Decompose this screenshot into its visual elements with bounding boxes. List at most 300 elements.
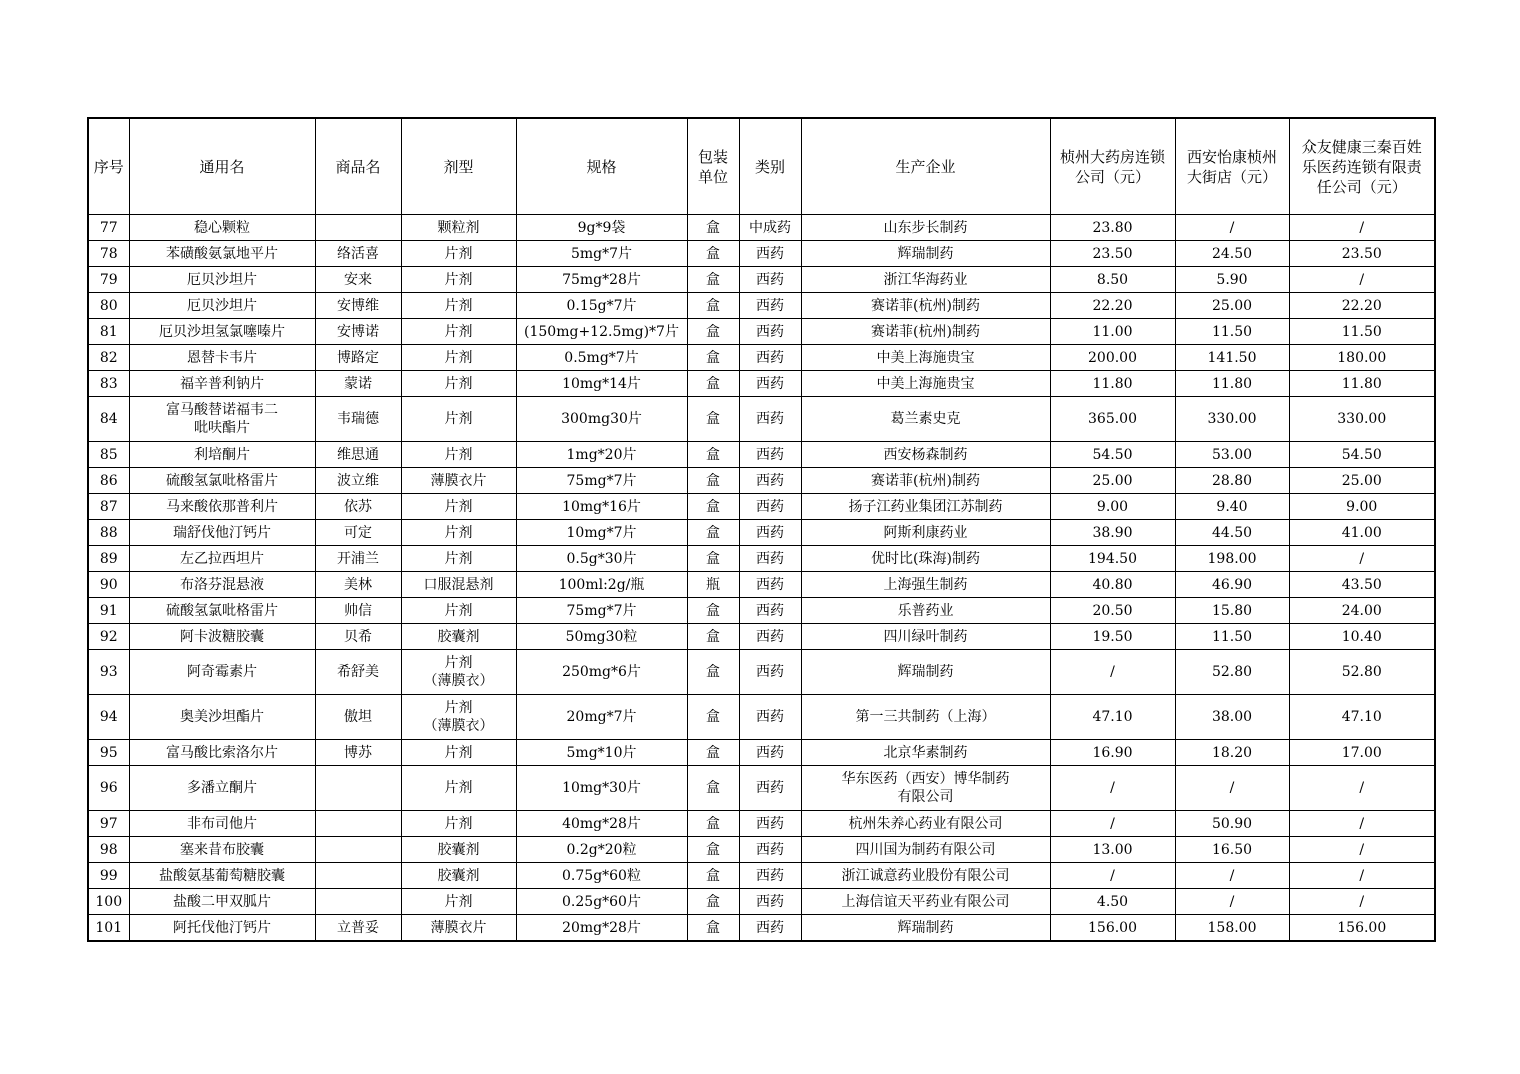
cell-price-zhongyou: 47.10	[1289, 695, 1435, 740]
cell-category: 西药	[739, 624, 801, 650]
cell-brand-name: 博苏	[315, 740, 401, 766]
table-row	[88, 520, 1435, 546]
cell-generic-name: 富马酸比索洛尔片	[129, 740, 315, 766]
cell-dosage-form: 片剂	[401, 241, 516, 267]
cell-generic-name: 奥美沙坦酯片	[129, 695, 315, 740]
table-row	[88, 811, 1435, 837]
cell-manufacturer: 浙江华海药业	[801, 267, 1050, 293]
cell-brand-name: 安来	[315, 267, 401, 293]
cell-price-yikang: 18.20	[1175, 740, 1289, 766]
cell-brand-name: 波立维	[315, 468, 401, 494]
cell-index: 87	[88, 494, 129, 520]
cell-manufacturer: 赛诺菲(杭州)制药	[801, 468, 1050, 494]
cell-price-zhenzhou-pharmacy: 19.50	[1050, 624, 1175, 650]
header-row	[88, 118, 1435, 215]
cell-price-zhongyou: 25.00	[1289, 468, 1435, 494]
cell-generic-name: 厄贝沙坦片	[129, 293, 315, 319]
cell-specification: 10mg*30片	[516, 766, 687, 811]
cell-generic-name: 塞来昔布胶囊	[129, 837, 315, 863]
cell-specification: 250mg*6片	[516, 650, 687, 695]
cell-specification: 0.25g*60片	[516, 889, 687, 915]
cell-manufacturer: 阿斯利康药业	[801, 520, 1050, 546]
cell-manufacturer: 上海强生制药	[801, 572, 1050, 598]
cell-brand-name: 韦瑞德	[315, 397, 401, 442]
cell-category: 西药	[739, 598, 801, 624]
cell-price-zhongyou: /	[1289, 215, 1435, 241]
cell-price-zhenzhou-pharmacy: 20.50	[1050, 598, 1175, 624]
cell-package-unit: 盒	[687, 889, 739, 915]
cell-price-yikang: /	[1175, 863, 1289, 889]
col-header-generic-name: 通用名	[129, 118, 315, 215]
cell-generic-name: 盐酸氨基葡萄糖胶囊	[129, 863, 315, 889]
cell-price-yikang: 28.80	[1175, 468, 1289, 494]
cell-generic-name: 富马酸替诺福韦二 吡呋酯片	[129, 397, 315, 442]
table-row	[88, 397, 1435, 442]
cell-price-zhenzhou-pharmacy: 11.00	[1050, 319, 1175, 345]
cell-index: 77	[88, 215, 129, 241]
table-row	[88, 293, 1435, 319]
cell-package-unit: 盒	[687, 766, 739, 811]
cell-category: 西药	[739, 494, 801, 520]
cell-price-zhenzhou-pharmacy: 4.50	[1050, 889, 1175, 915]
cell-specification: 20mg*7片	[516, 695, 687, 740]
cell-category: 西药	[739, 695, 801, 740]
cell-manufacturer: 乐普药业	[801, 598, 1050, 624]
table-row	[88, 241, 1435, 267]
cell-manufacturer: 上海信谊天平药业有限公司	[801, 889, 1050, 915]
cell-price-yikang: 44.50	[1175, 520, 1289, 546]
cell-price-zhongyou: 180.00	[1289, 345, 1435, 371]
cell-category: 西药	[739, 766, 801, 811]
cell-package-unit: 盒	[687, 468, 739, 494]
cell-brand-name: 维思通	[315, 442, 401, 468]
cell-generic-name: 硫酸氢氯吡格雷片	[129, 468, 315, 494]
cell-brand-name: 博路定	[315, 345, 401, 371]
cell-price-yikang: 16.50	[1175, 837, 1289, 863]
table-row	[88, 267, 1435, 293]
cell-index: 91	[88, 598, 129, 624]
cell-package-unit: 盒	[687, 267, 739, 293]
cell-specification: 0.15g*7片	[516, 293, 687, 319]
cell-dosage-form: 片剂	[401, 293, 516, 319]
cell-specification: 5mg*10片	[516, 740, 687, 766]
cell-price-zhenzhou-pharmacy: 9.00	[1050, 494, 1175, 520]
cell-category: 中成药	[739, 215, 801, 241]
cell-generic-name: 苯磺酸氨氯地平片	[129, 241, 315, 267]
cell-price-zhongyou: 11.80	[1289, 371, 1435, 397]
cell-specification: 10mg*14片	[516, 371, 687, 397]
table-body	[88, 215, 1435, 942]
cell-package-unit: 盒	[687, 215, 739, 241]
cell-index: 101	[88, 915, 129, 942]
cell-index: 85	[88, 442, 129, 468]
cell-manufacturer: 杭州朱养心药业有限公司	[801, 811, 1050, 837]
cell-category: 西药	[739, 546, 801, 572]
cell-package-unit: 盒	[687, 397, 739, 442]
cell-index: 86	[88, 468, 129, 494]
table-row	[88, 319, 1435, 345]
cell-brand-name: 可定	[315, 520, 401, 546]
cell-generic-name: 马来酸依那普利片	[129, 494, 315, 520]
cell-price-yikang: /	[1175, 766, 1289, 811]
cell-generic-name: 硫酸氢氯吡格雷片	[129, 598, 315, 624]
cell-price-zhongyou: 330.00	[1289, 397, 1435, 442]
cell-manufacturer: 扬子江药业集团江苏制药	[801, 494, 1050, 520]
cell-index: 96	[88, 766, 129, 811]
cell-price-yikang: 11.80	[1175, 371, 1289, 397]
cell-brand-name	[315, 215, 401, 241]
cell-specification: 10mg*7片	[516, 520, 687, 546]
cell-category: 西药	[739, 650, 801, 695]
cell-index: 97	[88, 811, 129, 837]
cell-specification: 100ml:2g/瓶	[516, 572, 687, 598]
cell-dosage-form: 片剂 （薄膜衣）	[401, 695, 516, 740]
cell-generic-name: 阿卡波糖胶囊	[129, 624, 315, 650]
cell-manufacturer: 优时比(珠海)制药	[801, 546, 1050, 572]
cell-price-yikang: 52.80	[1175, 650, 1289, 695]
cell-index: 93	[88, 650, 129, 695]
cell-category: 西药	[739, 740, 801, 766]
cell-category: 西药	[739, 811, 801, 837]
cell-generic-name: 福辛普利钠片	[129, 371, 315, 397]
cell-brand-name	[315, 837, 401, 863]
cell-price-zhenzhou-pharmacy: /	[1050, 811, 1175, 837]
cell-manufacturer: 赛诺菲(杭州)制药	[801, 319, 1050, 345]
cell-price-zhenzhou-pharmacy: 40.80	[1050, 572, 1175, 598]
cell-price-zhenzhou-pharmacy: 54.50	[1050, 442, 1175, 468]
cell-dosage-form: 片剂	[401, 598, 516, 624]
cell-category: 西药	[739, 371, 801, 397]
cell-brand-name: 依苏	[315, 494, 401, 520]
cell-index: 78	[88, 241, 129, 267]
cell-manufacturer: 第一三共制药（上海）	[801, 695, 1050, 740]
cell-category: 西药	[739, 319, 801, 345]
cell-price-zhongyou: 54.50	[1289, 442, 1435, 468]
cell-price-yikang: 158.00	[1175, 915, 1289, 942]
cell-price-yikang: 53.00	[1175, 442, 1289, 468]
cell-price-zhenzhou-pharmacy: 25.00	[1050, 468, 1175, 494]
cell-dosage-form: 片剂	[401, 371, 516, 397]
cell-category: 西药	[739, 837, 801, 863]
table-row	[88, 442, 1435, 468]
cell-brand-name	[315, 863, 401, 889]
table-row	[88, 468, 1435, 494]
cell-manufacturer: 四川绿叶制药	[801, 624, 1050, 650]
cell-price-zhongyou: /	[1289, 863, 1435, 889]
cell-index: 100	[88, 889, 129, 915]
cell-price-zhongyou: 52.80	[1289, 650, 1435, 695]
cell-package-unit: 盒	[687, 546, 739, 572]
cell-specification: 20mg*28片	[516, 915, 687, 942]
cell-package-unit: 盒	[687, 520, 739, 546]
cell-price-zhongyou: /	[1289, 766, 1435, 811]
cell-price-yikang: 5.90	[1175, 267, 1289, 293]
cell-dosage-form: 胶囊剂	[401, 837, 516, 863]
cell-price-yikang: 9.40	[1175, 494, 1289, 520]
cell-specification: 75mg*7片	[516, 598, 687, 624]
cell-package-unit: 盒	[687, 293, 739, 319]
cell-dosage-form: 片剂 （薄膜衣）	[401, 650, 516, 695]
cell-brand-name: 蒙诺	[315, 371, 401, 397]
cell-category: 西药	[739, 397, 801, 442]
cell-price-zhongyou: 11.50	[1289, 319, 1435, 345]
cell-price-zhenzhou-pharmacy: 200.00	[1050, 345, 1175, 371]
col-header-category: 类别	[739, 118, 801, 215]
cell-category: 西药	[739, 520, 801, 546]
cell-dosage-form: 片剂	[401, 766, 516, 811]
cell-price-yikang: 50.90	[1175, 811, 1289, 837]
cell-brand-name: 傲坦	[315, 695, 401, 740]
cell-specification: 9g*9袋	[516, 215, 687, 241]
table-row	[88, 494, 1435, 520]
cell-manufacturer: 中美上海施贵宝	[801, 371, 1050, 397]
cell-specification: 75mg*7片	[516, 468, 687, 494]
cell-price-yikang: 141.50	[1175, 345, 1289, 371]
cell-manufacturer: 西安杨森制药	[801, 442, 1050, 468]
cell-package-unit: 盒	[687, 695, 739, 740]
cell-price-zhongyou: 24.00	[1289, 598, 1435, 624]
cell-specification: 0.2g*20粒	[516, 837, 687, 863]
cell-package-unit: 盒	[687, 811, 739, 837]
cell-category: 西药	[739, 468, 801, 494]
cell-generic-name: 多潘立酮片	[129, 766, 315, 811]
cell-generic-name: 盐酸二甲双胍片	[129, 889, 315, 915]
cell-price-zhenzhou-pharmacy: 11.80	[1050, 371, 1175, 397]
cell-generic-name: 恩替卡韦片	[129, 345, 315, 371]
cell-brand-name: 立普妥	[315, 915, 401, 942]
cell-index: 79	[88, 267, 129, 293]
cell-index: 95	[88, 740, 129, 766]
cell-generic-name: 左乙拉西坦片	[129, 546, 315, 572]
cell-brand-name: 络活喜	[315, 241, 401, 267]
cell-specification: 0.5g*30片	[516, 546, 687, 572]
cell-brand-name: 帅信	[315, 598, 401, 624]
cell-dosage-form: 颗粒剂	[401, 215, 516, 241]
cell-package-unit: 盒	[687, 863, 739, 889]
cell-generic-name: 利培酮片	[129, 442, 315, 468]
cell-dosage-form: 片剂	[401, 520, 516, 546]
cell-dosage-form: 薄膜衣片	[401, 468, 516, 494]
table-row	[88, 863, 1435, 889]
cell-manufacturer: 辉瑞制药	[801, 241, 1050, 267]
table-row	[88, 546, 1435, 572]
cell-dosage-form: 片剂	[401, 889, 516, 915]
cell-manufacturer: 赛诺菲(杭州)制药	[801, 293, 1050, 319]
cell-specification: 0.75g*60粒	[516, 863, 687, 889]
col-header-manufacturer: 生产企业	[801, 118, 1050, 215]
cell-price-yikang: 38.00	[1175, 695, 1289, 740]
cell-package-unit: 盒	[687, 740, 739, 766]
cell-index: 89	[88, 546, 129, 572]
cell-price-zhongyou: 9.00	[1289, 494, 1435, 520]
cell-index: 82	[88, 345, 129, 371]
cell-dosage-form: 胶囊剂	[401, 863, 516, 889]
cell-package-unit: 盒	[687, 837, 739, 863]
cell-package-unit: 盒	[687, 624, 739, 650]
cell-price-zhenzhou-pharmacy: 194.50	[1050, 546, 1175, 572]
drug-price-table	[87, 117, 1436, 942]
col-header-price-zhenzhou-pharmacy: 桢州大药房连锁 公司（元）	[1050, 118, 1175, 215]
cell-index: 92	[88, 624, 129, 650]
cell-price-zhenzhou-pharmacy: 13.00	[1050, 837, 1175, 863]
cell-price-zhongyou: 23.50	[1289, 241, 1435, 267]
cell-price-zhongyou: 41.00	[1289, 520, 1435, 546]
cell-brand-name: 贝希	[315, 624, 401, 650]
cell-price-yikang: 11.50	[1175, 319, 1289, 345]
cell-price-yikang: /	[1175, 889, 1289, 915]
cell-dosage-form: 片剂	[401, 397, 516, 442]
col-header-dosage-form: 剂型	[401, 118, 516, 215]
col-header-specification: 规格	[516, 118, 687, 215]
cell-index: 99	[88, 863, 129, 889]
cell-price-zhenzhou-pharmacy: /	[1050, 650, 1175, 695]
cell-index: 84	[88, 397, 129, 442]
cell-index: 81	[88, 319, 129, 345]
cell-brand-name: 开浦兰	[315, 546, 401, 572]
table-row	[88, 345, 1435, 371]
table-row	[88, 650, 1435, 695]
cell-price-yikang: 46.90	[1175, 572, 1289, 598]
cell-price-zhongyou: /	[1289, 267, 1435, 293]
cell-manufacturer: 中美上海施贵宝	[801, 345, 1050, 371]
cell-dosage-form: 片剂	[401, 546, 516, 572]
col-header-brand-name: 商品名	[315, 118, 401, 215]
cell-manufacturer: 葛兰素史克	[801, 397, 1050, 442]
cell-manufacturer: 四川国为制药有限公司	[801, 837, 1050, 863]
cell-dosage-form: 片剂	[401, 740, 516, 766]
cell-specification: 0.5mg*7片	[516, 345, 687, 371]
table-row	[88, 766, 1435, 811]
table-row	[88, 740, 1435, 766]
cell-category: 西药	[739, 293, 801, 319]
cell-generic-name: 厄贝沙坦氢氯噻嗪片	[129, 319, 315, 345]
table-row	[88, 215, 1435, 241]
table-row	[88, 572, 1435, 598]
table-row	[88, 598, 1435, 624]
cell-dosage-form: 片剂	[401, 319, 516, 345]
cell-price-yikang: /	[1175, 215, 1289, 241]
cell-brand-name	[315, 889, 401, 915]
cell-brand-name: 美林	[315, 572, 401, 598]
cell-price-zhongyou: 22.20	[1289, 293, 1435, 319]
cell-price-zhenzhou-pharmacy: 365.00	[1050, 397, 1175, 442]
cell-generic-name: 布洛芬混悬液	[129, 572, 315, 598]
cell-index: 80	[88, 293, 129, 319]
cell-generic-name: 非布司他片	[129, 811, 315, 837]
cell-index: 94	[88, 695, 129, 740]
cell-specification: 75mg*28片	[516, 267, 687, 293]
cell-package-unit: 盒	[687, 371, 739, 397]
table-row	[88, 624, 1435, 650]
cell-generic-name: 瑞舒伐他汀钙片	[129, 520, 315, 546]
cell-specification: 10mg*16片	[516, 494, 687, 520]
cell-price-yikang: 330.00	[1175, 397, 1289, 442]
cell-price-zhenzhou-pharmacy: 22.20	[1050, 293, 1175, 319]
cell-specification: 1mg*20片	[516, 442, 687, 468]
cell-package-unit: 盒	[687, 345, 739, 371]
cell-category: 西药	[739, 863, 801, 889]
cell-dosage-form: 片剂	[401, 267, 516, 293]
cell-price-zhenzhou-pharmacy: 156.00	[1050, 915, 1175, 942]
cell-brand-name: 安博诺	[315, 319, 401, 345]
cell-category: 西药	[739, 267, 801, 293]
cell-price-zhongyou: /	[1289, 837, 1435, 863]
cell-dosage-form: 片剂	[401, 442, 516, 468]
cell-price-yikang: 24.50	[1175, 241, 1289, 267]
table-row	[88, 889, 1435, 915]
cell-manufacturer: 北京华素制药	[801, 740, 1050, 766]
col-header-index: 序号	[88, 118, 129, 215]
cell-manufacturer: 山东步长制药	[801, 215, 1050, 241]
cell-category: 西药	[739, 345, 801, 371]
cell-specification: 5mg*7片	[516, 241, 687, 267]
cell-package-unit: 盒	[687, 442, 739, 468]
table-row	[88, 371, 1435, 397]
cell-dosage-form: 口服混悬剂	[401, 572, 516, 598]
cell-package-unit: 盒	[687, 915, 739, 942]
cell-index: 83	[88, 371, 129, 397]
cell-price-zhenzhou-pharmacy: /	[1050, 766, 1175, 811]
cell-price-zhongyou: /	[1289, 811, 1435, 837]
cell-price-zhenzhou-pharmacy: 23.50	[1050, 241, 1175, 267]
cell-generic-name: 厄贝沙坦片	[129, 267, 315, 293]
cell-price-yikang: 25.00	[1175, 293, 1289, 319]
cell-package-unit: 盒	[687, 494, 739, 520]
cell-dosage-form: 片剂	[401, 345, 516, 371]
cell-price-zhongyou: 156.00	[1289, 915, 1435, 942]
cell-price-yikang: 15.80	[1175, 598, 1289, 624]
cell-category: 西药	[739, 572, 801, 598]
cell-dosage-form: 片剂	[401, 811, 516, 837]
cell-price-yikang: 11.50	[1175, 624, 1289, 650]
cell-brand-name	[315, 766, 401, 811]
cell-category: 西药	[739, 915, 801, 942]
cell-category: 西药	[739, 889, 801, 915]
cell-price-zhenzhou-pharmacy: 38.90	[1050, 520, 1175, 546]
cell-category: 西药	[739, 241, 801, 267]
table-row	[88, 915, 1435, 942]
cell-price-yikang: 198.00	[1175, 546, 1289, 572]
cell-generic-name: 阿托伐他汀钙片	[129, 915, 315, 942]
cell-price-zhongyou: 17.00	[1289, 740, 1435, 766]
cell-package-unit: 盒	[687, 319, 739, 345]
cell-manufacturer: 浙江诚意药业股份有限公司	[801, 863, 1050, 889]
col-header-price-zhongyou: 众友健康三秦百姓 乐医药连锁有限责 任公司（元）	[1289, 118, 1435, 215]
cell-specification: (150mg+12.5mg)*7片	[516, 319, 687, 345]
cell-price-zhongyou: /	[1289, 546, 1435, 572]
cell-brand-name: 希舒美	[315, 650, 401, 695]
cell-generic-name: 稳心颗粒	[129, 215, 315, 241]
cell-price-zhenzhou-pharmacy: 23.80	[1050, 215, 1175, 241]
cell-price-zhenzhou-pharmacy: 47.10	[1050, 695, 1175, 740]
col-header-price-yikang: 西安怡康桢州 大街店（元）	[1175, 118, 1289, 215]
cell-generic-name: 阿奇霉素片	[129, 650, 315, 695]
cell-package-unit: 盒	[687, 598, 739, 624]
cell-price-zhongyou: 43.50	[1289, 572, 1435, 598]
cell-manufacturer: 辉瑞制药	[801, 650, 1050, 695]
cell-dosage-form: 胶囊剂	[401, 624, 516, 650]
cell-index: 98	[88, 837, 129, 863]
cell-price-zhenzhou-pharmacy: /	[1050, 863, 1175, 889]
cell-dosage-form: 薄膜衣片	[401, 915, 516, 942]
cell-price-zhongyou: /	[1289, 889, 1435, 915]
table-row	[88, 837, 1435, 863]
cell-price-zhongyou: 10.40	[1289, 624, 1435, 650]
cell-brand-name	[315, 811, 401, 837]
col-header-package-unit: 包装 单位	[687, 118, 739, 215]
cell-specification: 40mg*28片	[516, 811, 687, 837]
cell-index: 90	[88, 572, 129, 598]
